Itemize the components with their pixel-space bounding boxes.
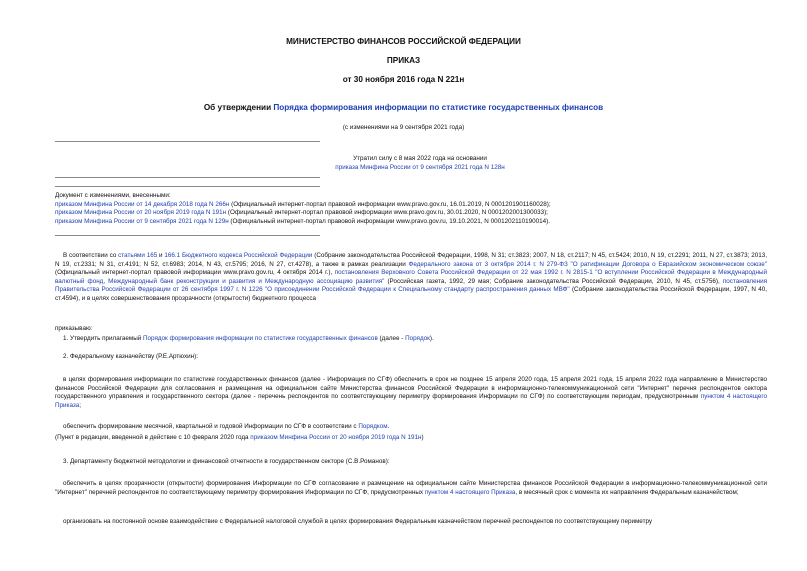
- list-item: приказом Минфина России от 20 ноября 2019 года N 191н (Официальный интернет-портал правовой информации www.pravo.gov.ru, 30.01.2020, N 0001202001300033);: [55, 209, 548, 217]
- amend-link[interactable]: приказом Минфина России от 20 ноября 2019 года N 191н: [250, 434, 422, 441]
- preamble-link[interactable]: статьями 165: [118, 252, 158, 259]
- preamble-link[interactable]: Федерального закона от 3 октября 2014 г. N 279-ФЗ "О ратификации Договора о Евразийском экономическом союзе": [408, 260, 767, 268]
- item-2b-note: (Пункт в редакции, введенной в действие с 10 февраля 2020 года приказом Минфина России от 20 ноября 2019 года N 191н): [55, 434, 424, 441]
- document-title: [0, 104, 807, 113]
- doc-type-heading: ПРИКАЗ: [386, 56, 421, 65]
- title-prefix: Об утверждении: [203, 103, 274, 112]
- divider: [55, 235, 320, 236]
- order-short-link[interactable]: Порядок: [405, 335, 430, 342]
- clause-link[interactable]: пунктом 4 настоящего Приказа: [424, 488, 516, 496]
- item-3-next: организовать на постоянной основе взаимодействие с Федеральной налоговой службой в целях формирования Федеральным казначейством перечней респондентов по соответствующему периметру: [63, 518, 653, 525]
- item-1: 1. Утвердить прилагаемый Порядок формирования информации по статистике государственных финансов (далее - Порядок).: [63, 335, 434, 342]
- change-link[interactable]: приказом Минфина России от 9 сентября 2021 года N 129н: [55, 217, 229, 225]
- divider: [55, 186, 320, 187]
- changes-heading: Документ с изменениями, внесенными:: [55, 192, 171, 199]
- divider: [55, 141, 320, 142]
- order-link[interactable]: Порядок формирования информации по статистике государственных финансов: [143, 335, 378, 342]
- item-3-text: обеспечить в целях прозрачности (открытости) формирования Информации по СГФ согласование и размещение на официальном сайте Министерства финансов Российской Федерации в информационно-телекоммуникационной сети "Интернет" перечней респондентов по соответствующему периметру формирования Информации по СГФ, предусмотренных пунктом 4 настоящего Приказа, в месячный срок с момента их направления Федеральным казначейством;: [55, 480, 767, 496]
- prikazyvayu: приказываю:: [55, 325, 93, 332]
- date-number-heading: от 30 ноября 2016 года N 221н: [342, 75, 465, 84]
- divider: [55, 177, 320, 178]
- list-item: приказом Минфина России от 9 сентября 2021 года N 129н (Официальный интернет-портал правовой информации www.pravo.gov.ru, 19.10.2021, N 0001202110190014).: [55, 217, 550, 225]
- item-3: 3. Департаменту бюджетной методологии и финансовой отчетности в государственном секторе (С.В.Романов):: [63, 458, 390, 465]
- item-2b: обеспечить формирование месячной, квартальной и годовой Информации по СГФ в соответствии с Порядком.: [63, 423, 390, 430]
- list-item: приказом Минфина России от 14 декабря 2018 года N 266н (Официальный интернет-портал правовой информации www.pravo.gov.ru, 16.01.2019, N 0001201901160028);: [55, 200, 551, 208]
- preamble-link[interactable]: постановления Правительства Российской Федерации от 26 сентября 1997 г. N 1226 "О присоединении Российской Федерации к Специальному стандарту распространения данных МВФ": [55, 277, 767, 294]
- item-2-text: в целях формирования информации по статистике государственных финансов (далее - Информация по СГФ) обеспечить в срок не позднее 15 апреля 2020 года, 15 апреля 2021 года, 15 апреля 2022 года направление в Министерство финансов Российской Федерации для согласования и размещения на официальном сайте Министерства финансов Российской Федерации в информационно-телекоммуникационной сети "Интернет" перечня респондентов сектора государственного управления и государственного сектора (далее - перечень респондентов по соответствующему периметру формирования Информации по СГФ) по соответствующим периодам, предусмотренным пунктом 4 настоящего Приказа;: [55, 376, 767, 409]
- preamble-paragraph: В соответствии со статьями 165 и 166.1 Бюджетного кодекса Российской Федерации (Собрание законодательства Российской Федерации, 1998, N 31; ст.3823; 2007, N 18, ст.2117; N 45, ст.5424; 2010, N 19, ст.2291; 2011, N 27, ст.3873; 2013, N 19, ст.2331; N 31, ст.4191; N 52, ст.6983; 2014, N 43, ст.5795; 2016, N 27, ст.4278), а также в рамках реализации Федерального закона от 3 октября 2014 г. N 279-ФЗ "О ратификации Договора о Евразийском экономическом союзе" (Официальный интернет-портал правовой информации www.pravo.gov.ru, 4 октября 2014 г.), постановления Верховного Совета Российской Федерации от 22 мая 1992 г. N 2815-1 "О вступлении Российской Федерации в Международный валютный фонд, Международный банк реконструкции и развития и Международную ассоциацию развития" (Российская газета, 1992, 29 мая; Собрание законодательства Российской Федерации, 2010, N 45, ст.5756), постановления Правительства Российской Федерации от 26 сентября 1997 г. N 1226 "О присоединении Российской Федерации к Специальному стандарту распространения данных МВФ" (Собрание законодательства Российской Федерации, 1997, N 40, ст.4594), и в целях совершенствования прозрачности (открытости) бюджетного процесса: [55, 252, 768, 302]
- preamble-link[interactable]: постановления Верховного Совета Российской Федерации от 22 мая 1992 г. N 2815-1 "О вступлении Российской Федерации в Международный валютный фонд, Международный банк реконструкции и развития и Международную ассоциацию развития": [55, 269, 768, 285]
- lost-force-link[interactable]: приказа Минфина России от 9 сентября 2021 года N 128н: [335, 163, 505, 171]
- preamble-link[interactable]: 166.1 Бюджетного кодекса Российской Федерации: [164, 252, 313, 259]
- amended-note: (с изменениями на 9 сентября 2021 года): [342, 124, 465, 131]
- changes-list: [55, 192, 775, 226]
- lost-force-text: Утратил силу с 8 мая 2022 года на основании: [353, 155, 487, 162]
- ministry-heading: МИНИСТЕРСТВО ФИНАНСОВ РОССИЙСКОЙ ФЕДЕРАЦИИ: [286, 37, 521, 46]
- clause-link[interactable]: пунктом 4 настоящего Приказа: [55, 393, 767, 409]
- order-short-link[interactable]: Порядком: [358, 423, 388, 430]
- lost-force-note: [270, 155, 570, 172]
- change-link[interactable]: приказом Минфина России от 20 ноября 2019 года N 191н: [55, 209, 227, 217]
- item-2: 2. Федеральному казначейству (Р.Е.Артюхин):: [63, 353, 198, 360]
- title-link[interactable]: Порядка формирования информации по статистике государственных финансов: [273, 103, 604, 112]
- change-link[interactable]: приказом Минфина России от 14 декабря 2018 года N 266н: [55, 200, 230, 208]
